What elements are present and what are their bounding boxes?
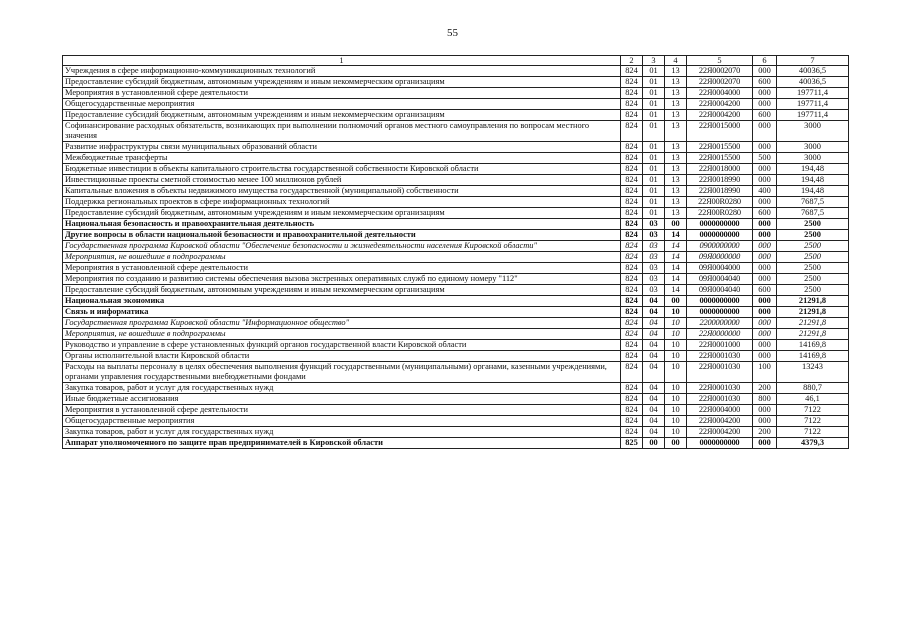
row-expense-type-cell: 000	[753, 164, 777, 175]
row-subsection-cell: 10	[665, 329, 687, 340]
row-subsection-cell: 10	[665, 405, 687, 416]
row-subsection-cell: 00	[665, 296, 687, 307]
row-name-cell: Национальная экономика	[63, 296, 621, 307]
row-expense-type-cell: 000	[753, 351, 777, 362]
row-section-cell: 03	[643, 230, 665, 241]
row-amount-cell: 7687,5	[777, 197, 849, 208]
row-subsection-cell: 13	[665, 77, 687, 88]
table-row	[63, 241, 849, 252]
row-amount-cell: 3000	[777, 153, 849, 164]
row-name-cell: Предоставление субсидий бюджетным, автономным учреждениям и иным некоммерческим организациям	[63, 285, 621, 296]
row-amount-cell: 21291,8	[777, 307, 849, 318]
table-row	[63, 362, 849, 383]
row-grbs-cell: 824	[621, 77, 643, 88]
row-amount-cell: 40036,5	[777, 77, 849, 88]
row-expense-type-cell: 000	[753, 329, 777, 340]
row-name-cell: Предоставление субсидий бюджетным, автономным учреждениям и иным некоммерческим организациям	[63, 110, 621, 121]
row-expense-type-cell: 400	[753, 186, 777, 197]
row-grbs-cell: 824	[621, 230, 643, 241]
row-grbs-cell: 824	[621, 427, 643, 438]
row-grbs-cell: 824	[621, 110, 643, 121]
row-section-cell: 04	[643, 340, 665, 351]
row-name-cell: Связь и информатика	[63, 307, 621, 318]
row-amount-cell: 13243	[777, 362, 849, 383]
page-number: 55	[447, 27, 458, 39]
row-grbs-cell: 824	[621, 263, 643, 274]
row-grbs-cell: 824	[621, 340, 643, 351]
table-row	[63, 438, 849, 449]
row-grbs-cell: 824	[621, 274, 643, 285]
row-target-article-cell: 22Я0001030	[687, 394, 753, 405]
row-amount-cell: 2500	[777, 241, 849, 252]
row-section-cell: 01	[643, 99, 665, 110]
row-expense-type-cell: 600	[753, 77, 777, 88]
table-row	[63, 427, 849, 438]
row-subsection-cell: 10	[665, 427, 687, 438]
row-target-article-cell: 22Я0018000	[687, 164, 753, 175]
row-target-article-cell: 22Я0002070	[687, 77, 753, 88]
row-name-cell: Предоставление субсидий бюджетным, автономным учреждениям и иным некоммерческим организациям	[63, 208, 621, 219]
table-row	[63, 383, 849, 394]
table-row	[63, 186, 849, 197]
row-expense-type-cell: 000	[753, 340, 777, 351]
row-section-cell: 03	[643, 241, 665, 252]
row-subsection-cell: 13	[665, 197, 687, 208]
row-subsection-cell: 13	[665, 121, 687, 142]
row-name-cell: Расходы на выплаты персоналу в целях обеспечения выполнения функций государственными (муниципальными) органами, казенными учреждениями, органами управления государственными внебюджетными фондами	[63, 362, 621, 383]
row-amount-cell: 194,48	[777, 186, 849, 197]
row-amount-cell: 197711,4	[777, 99, 849, 110]
row-target-article-cell: 22Я0002070	[687, 66, 753, 77]
row-name-cell: Учреждения в сфере информационно-коммуникационных технологий	[63, 66, 621, 77]
row-section-cell: 01	[643, 121, 665, 142]
row-section-cell: 01	[643, 186, 665, 197]
row-amount-cell: 21291,8	[777, 329, 849, 340]
row-amount-cell: 2500	[777, 285, 849, 296]
row-name-cell: Софинансирование расходных обязательств, возникающих при выполнении полномочий органов местного самоуправления по вопросам местного значения	[63, 121, 621, 142]
row-name-cell: Межбюджетные трансферты	[63, 153, 621, 164]
row-subsection-cell: 13	[665, 175, 687, 186]
row-target-article-cell: 22Я0004200	[687, 99, 753, 110]
row-section-cell: 01	[643, 175, 665, 186]
table-row	[63, 164, 849, 175]
row-expense-type-cell: 000	[753, 241, 777, 252]
row-target-article-cell: 22Я0004200	[687, 427, 753, 438]
header-cell-2: 2	[621, 56, 643, 66]
row-name-cell: Закупка товаров, работ и услуг для государственных нужд	[63, 427, 621, 438]
row-name-cell: Поддержка региональных проектов в сфере информационных технологий	[63, 197, 621, 208]
row-expense-type-cell: 000	[753, 99, 777, 110]
row-amount-cell: 194,48	[777, 164, 849, 175]
row-target-article-cell: 09Я0004040	[687, 274, 753, 285]
row-section-cell: 03	[643, 219, 665, 230]
row-section-cell: 04	[643, 318, 665, 329]
row-grbs-cell: 824	[621, 296, 643, 307]
table-row	[63, 351, 849, 362]
row-subsection-cell: 13	[665, 164, 687, 175]
row-expense-type-cell: 000	[753, 274, 777, 285]
table-row	[63, 230, 849, 241]
row-expense-type-cell: 000	[753, 219, 777, 230]
row-subsection-cell: 14	[665, 274, 687, 285]
row-target-article-cell: 0000000000	[687, 230, 753, 241]
row-subsection-cell: 14	[665, 263, 687, 274]
row-subsection-cell: 13	[665, 99, 687, 110]
table-row	[63, 99, 849, 110]
row-grbs-cell: 824	[621, 362, 643, 383]
row-subsection-cell: 14	[665, 252, 687, 263]
row-amount-cell: 3000	[777, 142, 849, 153]
row-target-article-cell: 22Я0004000	[687, 88, 753, 99]
row-section-cell: 04	[643, 383, 665, 394]
row-grbs-cell: 824	[621, 307, 643, 318]
header-cell-6: 6	[753, 56, 777, 66]
row-target-article-cell: 22Я0001030	[687, 383, 753, 394]
row-section-cell: 04	[643, 329, 665, 340]
row-subsection-cell: 10	[665, 362, 687, 383]
row-grbs-cell: 824	[621, 121, 643, 142]
row-expense-type-cell: 000	[753, 121, 777, 142]
row-grbs-cell: 824	[621, 66, 643, 77]
row-expense-type-cell: 000	[753, 296, 777, 307]
table-row	[63, 153, 849, 164]
row-section-cell: 04	[643, 307, 665, 318]
row-target-article-cell: 22Я0000000	[687, 329, 753, 340]
row-amount-cell: 4379,3	[777, 438, 849, 449]
row-section-cell: 03	[643, 252, 665, 263]
row-target-article-cell: 0000000000	[687, 438, 753, 449]
row-name-cell: Иные бюджетные ассигнования	[63, 394, 621, 405]
table-row	[63, 219, 849, 230]
row-expense-type-cell: 000	[753, 66, 777, 77]
row-target-article-cell: 09Я0004000	[687, 263, 753, 274]
row-grbs-cell: 824	[621, 99, 643, 110]
row-section-cell: 01	[643, 208, 665, 219]
row-section-cell: 04	[643, 394, 665, 405]
row-name-cell: Мероприятия, не вошедшие в подпрограммы	[63, 252, 621, 263]
row-section-cell: 04	[643, 362, 665, 383]
table-row	[63, 88, 849, 99]
row-grbs-cell: 824	[621, 394, 643, 405]
row-name-cell: Руководство и управление в сфере установленных функций органов государственной власти Кировской области	[63, 340, 621, 351]
row-grbs-cell: 824	[621, 164, 643, 175]
row-subsection-cell: 14	[665, 230, 687, 241]
row-target-article-cell: 0000000000	[687, 219, 753, 230]
row-expense-type-cell: 000	[753, 230, 777, 241]
header-cell-4: 4	[665, 56, 687, 66]
header-cell-7: 7	[777, 56, 849, 66]
row-target-article-cell: 0900000000	[687, 241, 753, 252]
row-expense-type-cell: 000	[753, 197, 777, 208]
header-cell-3: 3	[643, 56, 665, 66]
row-subsection-cell: 10	[665, 394, 687, 405]
row-name-cell: Национальная безопасность и правоохранительная деятельность	[63, 219, 621, 230]
table-row	[63, 285, 849, 296]
row-amount-cell: 14169,8	[777, 351, 849, 362]
table-row	[63, 405, 849, 416]
table-row	[63, 252, 849, 263]
row-target-article-cell: 22Я0004200	[687, 110, 753, 121]
row-subsection-cell: 10	[665, 351, 687, 362]
row-grbs-cell: 824	[621, 285, 643, 296]
table-row	[63, 307, 849, 318]
row-amount-cell: 3000	[777, 121, 849, 142]
row-expense-type-cell: 200	[753, 383, 777, 394]
table-row	[63, 394, 849, 405]
table-row	[63, 416, 849, 427]
row-name-cell: Закупка товаров, работ и услуг для государственных нужд	[63, 383, 621, 394]
row-expense-type-cell: 600	[753, 285, 777, 296]
row-subsection-cell: 10	[665, 318, 687, 329]
row-amount-cell: 880,7	[777, 383, 849, 394]
row-amount-cell: 2500	[777, 252, 849, 263]
row-target-article-cell: 09Я0004040	[687, 285, 753, 296]
row-grbs-cell: 824	[621, 241, 643, 252]
row-section-cell: 01	[643, 110, 665, 121]
table-row	[63, 263, 849, 274]
row-amount-cell: 7122	[777, 427, 849, 438]
row-subsection-cell: 13	[665, 208, 687, 219]
row-name-cell: Аппарат уполномоченного по защите прав предпринимателей в Кировской области	[63, 438, 621, 449]
row-section-cell: 04	[643, 405, 665, 416]
row-subsection-cell: 10	[665, 416, 687, 427]
table-row	[63, 318, 849, 329]
row-section-cell: 01	[643, 153, 665, 164]
row-name-cell: Другие вопросы в области национальной безопасности и правоохранительной деятельности	[63, 230, 621, 241]
row-amount-cell: 40036,5	[777, 66, 849, 77]
row-grbs-cell: 824	[621, 329, 643, 340]
row-section-cell: 03	[643, 263, 665, 274]
row-name-cell: Мероприятия в установленной сфере деятельности	[63, 88, 621, 99]
row-target-article-cell: 22Я0015500	[687, 153, 753, 164]
row-subsection-cell: 13	[665, 88, 687, 99]
row-grbs-cell: 824	[621, 142, 643, 153]
table-row	[63, 208, 849, 219]
row-amount-cell: 197711,4	[777, 110, 849, 121]
row-grbs-cell: 824	[621, 208, 643, 219]
row-expense-type-cell: 000	[753, 88, 777, 99]
row-section-cell: 01	[643, 197, 665, 208]
row-grbs-cell: 824	[621, 351, 643, 362]
row-grbs-cell: 824	[621, 318, 643, 329]
row-grbs-cell: 824	[621, 88, 643, 99]
row-subsection-cell: 13	[665, 153, 687, 164]
row-target-article-cell: 22Я0018990	[687, 175, 753, 186]
header-cell-1: 1	[63, 56, 621, 66]
row-subsection-cell: 13	[665, 110, 687, 121]
row-grbs-cell: 824	[621, 175, 643, 186]
row-target-article-cell: 22Я00R0280	[687, 208, 753, 219]
row-subsection-cell: 13	[665, 186, 687, 197]
row-subsection-cell: 10	[665, 307, 687, 318]
table-row	[63, 121, 849, 142]
row-section-cell: 00	[643, 438, 665, 449]
row-target-article-cell: 22Я0001030	[687, 351, 753, 362]
row-amount-cell: 2500	[777, 274, 849, 285]
row-grbs-cell: 824	[621, 383, 643, 394]
row-subsection-cell: 13	[665, 66, 687, 77]
row-name-cell: Развитие инфраструктуры связи муниципальных образований области	[63, 142, 621, 153]
row-grbs-cell: 824	[621, 416, 643, 427]
row-amount-cell: 7122	[777, 405, 849, 416]
row-expense-type-cell: 000	[753, 416, 777, 427]
row-amount-cell: 7687,5	[777, 208, 849, 219]
row-target-article-cell: 0000000000	[687, 307, 753, 318]
table-row	[63, 296, 849, 307]
row-grbs-cell: 825	[621, 438, 643, 449]
row-section-cell: 04	[643, 427, 665, 438]
table-row	[63, 66, 849, 77]
row-expense-type-cell: 800	[753, 394, 777, 405]
row-name-cell: Общегосударственные мероприятия	[63, 416, 621, 427]
row-target-article-cell: 22Я0015000	[687, 121, 753, 142]
table-row	[63, 77, 849, 88]
row-subsection-cell: 14	[665, 241, 687, 252]
row-subsection-cell: 10	[665, 383, 687, 394]
row-grbs-cell: 824	[621, 405, 643, 416]
table-row	[63, 142, 849, 153]
row-name-cell: Мероприятия, не вошедшие в подпрограммы	[63, 329, 621, 340]
row-amount-cell: 194,48	[777, 175, 849, 186]
row-target-article-cell: 22Я0004000	[687, 405, 753, 416]
row-amount-cell: 14169,8	[777, 340, 849, 351]
table-row	[63, 274, 849, 285]
row-amount-cell: 7122	[777, 416, 849, 427]
row-section-cell: 04	[643, 296, 665, 307]
row-amount-cell: 197711,4	[777, 88, 849, 99]
row-expense-type-cell: 000	[753, 142, 777, 153]
row-target-article-cell: 22Я0004200	[687, 416, 753, 427]
row-expense-type-cell: 000	[753, 318, 777, 329]
row-subsection-cell: 14	[665, 285, 687, 296]
row-section-cell: 01	[643, 164, 665, 175]
row-name-cell: Государственная программа Кировской области "Обеспечение безопасности и жизнедеятельности населения Кировской области"	[63, 241, 621, 252]
row-amount-cell: 2500	[777, 219, 849, 230]
row-target-article-cell: 22Я0001000	[687, 340, 753, 351]
row-expense-type-cell: 600	[753, 208, 777, 219]
row-grbs-cell: 824	[621, 153, 643, 164]
row-amount-cell: 2500	[777, 263, 849, 274]
row-amount-cell: 21291,8	[777, 296, 849, 307]
row-target-article-cell: 22Я0018990	[687, 186, 753, 197]
row-subsection-cell: 00	[665, 438, 687, 449]
row-section-cell: 04	[643, 416, 665, 427]
row-name-cell: Мероприятия по созданию и развитию системы обеспечения вызова экстренных оперативных служб по единому номеру "112"	[63, 274, 621, 285]
table-row	[63, 329, 849, 340]
row-section-cell: 01	[643, 77, 665, 88]
row-name-cell: Бюджетные инвестиции в объекты капитального строительства государственной собственности Кировской области	[63, 164, 621, 175]
row-expense-type-cell: 100	[753, 362, 777, 383]
row-target-article-cell: 2200000000	[687, 318, 753, 329]
row-section-cell: 04	[643, 351, 665, 362]
row-expense-type-cell: 600	[753, 110, 777, 121]
row-target-article-cell: 22Я0001030	[687, 362, 753, 383]
table-row	[63, 197, 849, 208]
table-row	[63, 340, 849, 351]
budget-table	[62, 55, 849, 449]
row-target-article-cell: 09Я0000000	[687, 252, 753, 263]
row-expense-type-cell: 000	[753, 438, 777, 449]
row-name-cell: Мероприятия в установленной сфере деятельности	[63, 263, 621, 274]
row-expense-type-cell: 000	[753, 307, 777, 318]
row-expense-type-cell: 000	[753, 175, 777, 186]
row-target-article-cell: 22Я0015500	[687, 142, 753, 153]
header-cell-5: 5	[687, 56, 753, 66]
row-target-article-cell: 0000000000	[687, 296, 753, 307]
row-section-cell: 01	[643, 66, 665, 77]
row-name-cell: Капитальные вложения в объекты недвижимого имущества государственной (муниципальной) собственности	[63, 186, 621, 197]
row-expense-type-cell: 200	[753, 427, 777, 438]
row-section-cell: 03	[643, 285, 665, 296]
row-section-cell: 03	[643, 274, 665, 285]
row-expense-type-cell: 000	[753, 405, 777, 416]
row-subsection-cell: 00	[665, 219, 687, 230]
row-name-cell: Инвестиционные проекты сметной стоимостью менее 100 миллионов рублей	[63, 175, 621, 186]
row-subsection-cell: 10	[665, 340, 687, 351]
row-name-cell: Государственная программа Кировской области "Информационное общество"	[63, 318, 621, 329]
row-expense-type-cell: 500	[753, 153, 777, 164]
row-name-cell: Предоставление субсидий бюджетным, автономным учреждениям и иным некоммерческим организациям	[63, 77, 621, 88]
row-name-cell: Общегосударственные мероприятия	[63, 99, 621, 110]
table-row	[63, 175, 849, 186]
row-amount-cell: 2500	[777, 230, 849, 241]
row-name-cell: Мероприятия в установленной сфере деятельности	[63, 405, 621, 416]
table-header-row	[63, 56, 849, 66]
row-section-cell: 01	[643, 142, 665, 153]
row-subsection-cell: 13	[665, 142, 687, 153]
row-grbs-cell: 824	[621, 219, 643, 230]
row-expense-type-cell: 000	[753, 263, 777, 274]
row-amount-cell: 21291,8	[777, 318, 849, 329]
row-expense-type-cell: 000	[753, 252, 777, 263]
row-grbs-cell: 824	[621, 252, 643, 263]
row-grbs-cell: 824	[621, 197, 643, 208]
row-grbs-cell: 824	[621, 186, 643, 197]
row-name-cell: Органы исполнительной власти Кировской области	[63, 351, 621, 362]
table-row	[63, 110, 849, 121]
row-target-article-cell: 22Я00R0280	[687, 197, 753, 208]
row-amount-cell: 46,1	[777, 394, 849, 405]
row-section-cell: 01	[643, 88, 665, 99]
